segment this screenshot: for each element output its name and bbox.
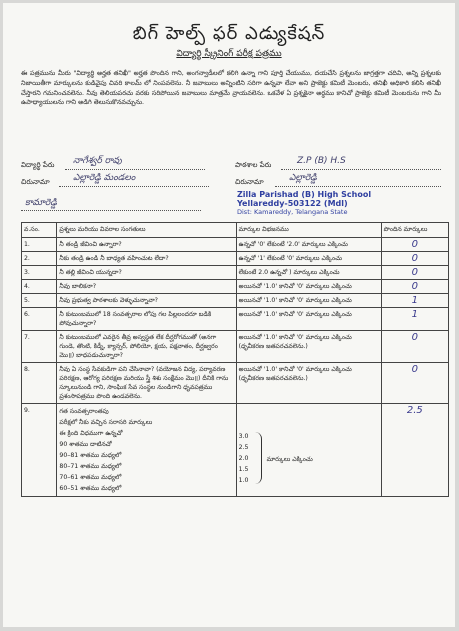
table-row: [22, 238, 449, 252]
row-number: 9.: [22, 404, 57, 497]
table-row: [22, 404, 449, 497]
row-marks-rule: ఉన్నచో '1' లేకుంటే '0' మార్కులు ఎక్కించు: [236, 252, 381, 266]
row-score[interactable]: 1: [381, 294, 448, 308]
row-question: నీవు బాలికనా?: [57, 280, 236, 294]
row-score[interactable]: 0: [381, 238, 448, 252]
row-number: 7.: [22, 331, 57, 363]
header-marks-obtained: పొందిన మార్కులు: [381, 223, 448, 238]
scale-value: 1.5: [238, 466, 249, 473]
row-number: 3.: [22, 266, 57, 280]
school-name-value[interactable]: Z.P (B) H.S: [297, 156, 346, 166]
row-number: 6.: [22, 308, 57, 331]
row-number: 1.: [22, 238, 57, 252]
brace-icon: [255, 432, 262, 484]
row-score[interactable]: 0: [381, 280, 448, 294]
header-marks-division: మార్కుల విభజనము: [236, 223, 381, 238]
table-row: [22, 252, 449, 266]
scale-value: 1.0: [238, 477, 249, 484]
row-score[interactable]: 0: [381, 252, 448, 266]
row-score[interactable]: 0: [381, 266, 448, 280]
row-number: 5.: [22, 294, 57, 308]
grade-line: 60–51 శాతము మధ్యలో: [59, 485, 122, 492]
student-name-label: విద్యార్థి పేరు: [21, 161, 55, 169]
stamp-line-2: Yellareddy-503122 (Mdl): [237, 199, 348, 208]
form-title: బిగ్ హెల్ప్ ఫర్ ఎడ్యుకేషన్: [132, 23, 326, 44]
address2-value[interactable]: ఎల్లారెడ్డి: [289, 173, 317, 183]
form-subtitle: విద్యార్థి స్క్రీనింగ్ పరీక్ష పత్రము: [176, 49, 282, 59]
scale-value: 2.0: [238, 455, 249, 462]
school-name-line: [281, 169, 441, 170]
grade-line: 80–71 శాతము మధ్యలో: [59, 463, 122, 470]
screening-form-page: [3, 3, 455, 627]
row-question: నీ తల్లి జీవించి యున్నదా?: [57, 266, 236, 280]
grade-line: 90 శాతము దాటినచో: [59, 441, 112, 448]
table-header-row: [22, 223, 449, 238]
stamp-line-1: Zilla Parishad (B) High School: [237, 190, 372, 199]
address2-label: చిరునామా: [235, 178, 264, 186]
student-name-value[interactable]: నాగేశ్వర్ రావు: [73, 156, 122, 166]
row-number: 8.: [22, 363, 57, 404]
extra-line: [21, 210, 201, 211]
row-marks-scale: [236, 404, 381, 497]
stamp-line-3: Dist: Kamareddy, Telangana State: [237, 208, 348, 216]
instructions-paragraph: ఈ పత్రమును మీరు "విద్యార్థి అర్హత తనిఖీ" అర్హత పొందిన గాని, అంగన్వాడీలలో కలిగి ఉన్నా గాని పూర్తి చేయుము, దయచేసి ప్రశ్నలను జాగ్రత్తగా చదివి, అన్ని ప్రశ్నలకు నిజాయితీగా మార్కులను కుడివైపు చివరి కాలమ్ లో నింపవలెను. నీ జవాబులు అన్నింటిని సరిగా ఉన్నవా లేవా అని ప్రాజెక్టు కమిటీ మెంబరు, తనిఖీ అధికారి కలిసి తనిఖీ చేస్తారని గమనించవలెను. నీవు తెలియపరచు వరకు సరిపోయిన జవాబులు మాత్రమే వ్రాయవలెను. ఒకవేళ ఏ ప్రశ్నకైనా అర్థము కానిచో ప్రాజెక్టు కమిటీ మెంబరును గాని మీ ఉపాధ్యాయులను గాని అడిగి తెలుసుకొనవచ్చును.: [21, 69, 441, 107]
scale-value: 2.5: [238, 444, 249, 451]
address-line: [59, 186, 209, 187]
row-marks-rule: అయినచో '1.0' కానిచో '0' మార్కులు ఎక్కించు (ధృవీకరణ జతపరచవలెను.): [236, 363, 381, 404]
row-score[interactable]: 1: [381, 308, 448, 331]
address-label: చిరునామా: [21, 178, 50, 186]
address2-line: [275, 186, 441, 187]
grade-line: 90–81 శాతము మధ్యలో: [59, 452, 122, 459]
marks-scale: [239, 432, 379, 488]
table-row: [22, 331, 449, 363]
table-row: [22, 280, 449, 294]
grade-line: ఈ క్రింది విధముగా ఉన్నచో: [59, 430, 123, 437]
row-marks-rule: అయినచో '1.0' కానిచో '0' మార్కులు ఎక్కించు: [236, 308, 381, 331]
school-stamp: [237, 190, 371, 217]
school-name-label: పాఠశాల పేరు: [235, 161, 272, 169]
scale-value: 3.0: [238, 433, 249, 440]
row-marks-rule: అయినచో '1.0' కానిచో '0' మార్కులు ఎక్కించు: [236, 280, 381, 294]
header-question: ప్రశ్నలు మరియు వివరాల సంగతులు: [57, 223, 236, 238]
row-question: నీకు తండ్రి ఉండి నీ బాధ్యత వహించుట లేదా?: [57, 252, 236, 266]
row-score[interactable]: 2.5: [381, 404, 448, 497]
row-question: నీవు ప్రభుత్వ పాఠశాలకు వెళ్ళుచున్నావా?: [57, 294, 236, 308]
screening-table: [21, 222, 449, 497]
table-row: [22, 294, 449, 308]
row-marks-rule: అయినచో '1.0' కానిచో '0' మార్కులు ఎక్కించు (ధృవీకరణ జతపరచవలెను.): [236, 331, 381, 363]
row-number: 2.: [22, 252, 57, 266]
extra-handwritten-value[interactable]: కామారెడ్డి: [25, 198, 57, 208]
row-marks-rule: ఉన్నచో '0' లేకుంటే '2.0' మార్కులు ఎక్కించు: [236, 238, 381, 252]
row-score[interactable]: 0: [381, 363, 448, 404]
table-row: [22, 308, 449, 331]
row-question: నీ కుటుంబములో 18 సంవత్సరాల లోపు గల పిల్లలందరూ బడికి పోవుచున్నారా?: [57, 308, 236, 331]
grade-line: 70–61 శాతము మధ్యలో: [59, 474, 122, 481]
row-question: నీవు ఏ సంస్థ సేవకుడిగా పని చేసినావా? (వయోజన విద్య, పర్యావరణ పరిరక్షణ, ఆరోగ్య పరిరక్షణ మరియు స్త్రీ శిశు సంక్షేమం మొ॥) దీనికి గాను స్కూలునుండి గాని, సాంఘిక సేవ సంస్థల నుండిగాని ధృవపత్రము ప్రశంసాపత్రము పొంది ఉండవలెను.: [57, 363, 236, 404]
header-serial: వ.సం.: [22, 223, 57, 238]
table-row: [22, 266, 449, 280]
student-name-line: [65, 169, 205, 170]
address-value[interactable]: ఎల్లారెడ్డి మండలం: [73, 173, 136, 183]
row-question-grades: [57, 404, 236, 497]
row-score[interactable]: 0: [381, 331, 448, 363]
table-row: [22, 363, 449, 404]
grade-line: గత సంవత్సరాంతపు: [59, 408, 109, 415]
row-number: 4.: [22, 280, 57, 294]
row-question: నీ కుటుంబములో ఎవరైన తీవ్ర అస్వస్థత లేక దీర్ఘరోగముతో (అనగా గుండె, తొంటి, కిడ్నీ, క్యాన్సర్, పోలియో, క్షయ, పక్షవాతం, దీర్ఘజ్వరం మొ॥) బాధపడుచున్నారా?: [57, 331, 236, 363]
scale-marks-note: మార్కులు ఎక్కించు: [266, 456, 313, 463]
row-question: నీ తండ్రి జీవించి ఉన్నారా?: [57, 238, 236, 252]
row-marks-rule: అయినచో '1.0' కానిచో '0' మార్కులు ఎక్కించు: [236, 294, 381, 308]
row-marks-rule: లేకుంటే 2.0 ఉన్నచో ) మార్కులు ఎక్కించు: [236, 266, 381, 280]
grade-line: పరీక్షలో నీకు వచ్చిన సరాసరి మార్కులు: [59, 419, 153, 426]
